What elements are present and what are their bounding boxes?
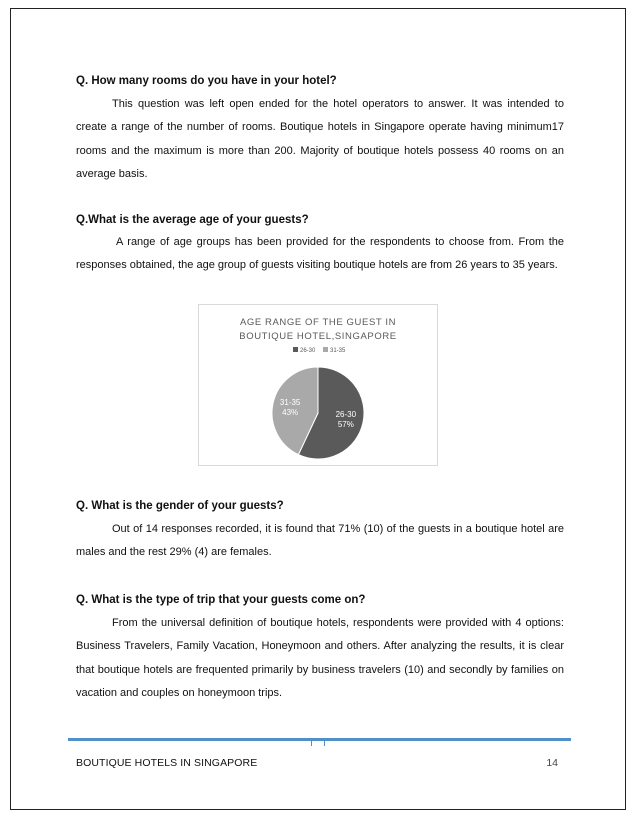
pie-label-category-26-30: 26-30	[335, 410, 357, 420]
pie-label-category-31-35: 31-35	[279, 397, 301, 407]
pie-chart-svg	[199, 305, 437, 465]
answer-gender	[76, 518, 564, 565]
legend-label-26-30: 26-30	[300, 348, 316, 354]
answer-trip-type	[76, 612, 564, 706]
question-rooms: Q. How many rooms do you have in your hotel?	[76, 75, 337, 87]
answer-age	[76, 231, 564, 278]
question-gender: Q. What is the gender of your guests?	[76, 500, 284, 512]
page-number: 14	[546, 757, 558, 769]
answer-gender-text: Out of 14 responses recorded, it is found that 71% (10) of the guests in a boutique hotel are males and the rest 29% (4) are females.	[76, 523, 564, 559]
legend-swatch-31-35	[323, 347, 328, 352]
answer-rooms	[76, 93, 564, 187]
legend-label-31-35: 31-35	[330, 348, 346, 354]
answer-rooms-text: This question was left open ended for the hotel operators to answer. It was intended to create a range of the number of rooms. Boutique hotels in Singapore operate having minimum17 rooms and the maximum is more than 200. Majority of boutique hotels possess 40 rooms on an average basis.	[76, 98, 564, 181]
footer-rule	[68, 738, 571, 741]
legend-swatch-26-30	[293, 347, 298, 352]
pie-label-value-31-35: 43%	[282, 407, 299, 417]
chart-title-line1: AGE RANGE OF THE GUEST IN	[239, 317, 397, 328]
question-trip-type: Q. What is the type of trip that your guests come on?	[76, 594, 366, 606]
answer-age-text: A range of age groups has been provided for the respondents to choose from. From the responses obtained, the age group of guests visiting boutique hotels are from 26 years to 35 years.	[76, 236, 564, 272]
chart-title-line2: BOUTIQUE HOTEL,SINGAPORE	[239, 331, 397, 342]
chart-legend	[293, 347, 346, 354]
pie-label-value-26-30: 57%	[337, 420, 354, 430]
question-age: Q.What is the average age of your guests?	[76, 214, 309, 226]
answer-trip-type-text: From the universal definition of boutique hotels, respondents were provided with 4 options: Business Travelers, Family Vacation, Honeymoon and others. After analyzing the results, it is clear that boutique hotels are frequented primarily by business travelers (10) and secondly by families on vacation and couples on honeymoon trips.	[76, 617, 564, 700]
footer-title: BOUTIQUE HOTELS IN SINGAPORE	[76, 757, 258, 769]
age-range-chart	[198, 304, 438, 466]
